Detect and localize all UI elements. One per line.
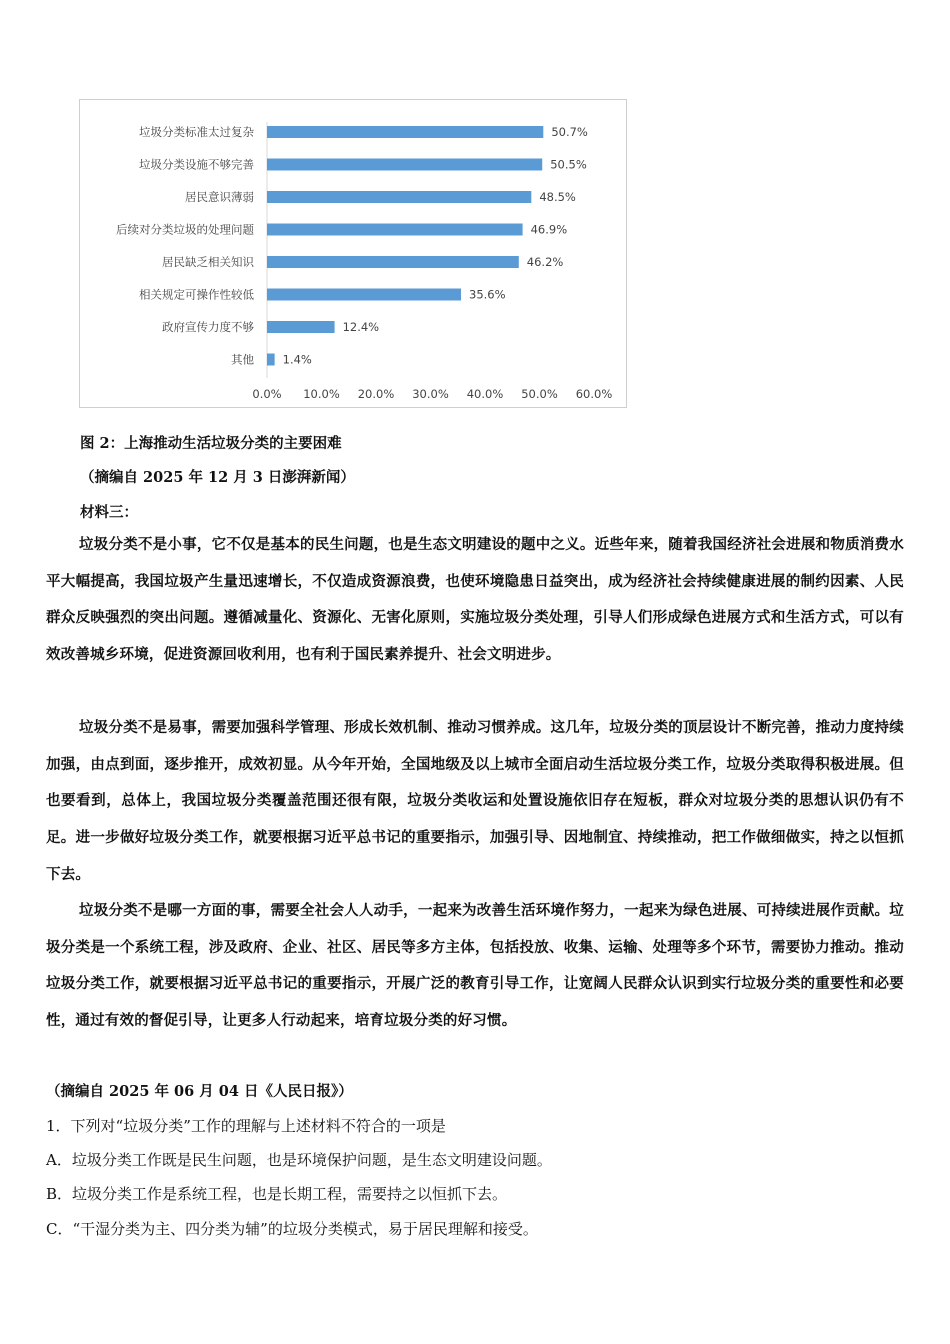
bar bbox=[267, 354, 275, 366]
chart-svg bbox=[80, 100, 628, 409]
bar bbox=[267, 159, 542, 171]
bar bbox=[267, 126, 543, 138]
x-tick-label: 40.0% bbox=[466, 387, 504, 401]
bar bbox=[267, 321, 335, 333]
question-stem: 1．下列对“垃圾分类”工作的理解与上述材料不符合的一项是 bbox=[46, 1117, 446, 1135]
figure-caption: 图 2：上海推动生活垃圾分类的主要困难 bbox=[80, 435, 342, 452]
data-label: 35.6% bbox=[469, 287, 506, 302]
data-label: 46.2% bbox=[526, 255, 564, 269]
x-tick-label: 10.0% bbox=[303, 387, 340, 401]
x-tick-label: 30.0% bbox=[412, 387, 449, 401]
x-tick-label: 20.0% bbox=[357, 387, 395, 401]
bar-chart bbox=[79, 99, 627, 408]
source-note-2: （摘编自 2025 年 06 月 04 日《人民日报》） bbox=[46, 1083, 353, 1100]
category-label: 居民缺乏相关知识 bbox=[162, 255, 254, 269]
category-label: 相关规定可操作性较低 bbox=[139, 287, 254, 302]
data-label: 1.4% bbox=[282, 352, 312, 367]
option-b: B．垃圾分类工作是系统工程，也是长期工程，需要持之以恒抓下去。 bbox=[46, 1185, 508, 1203]
option-c: C．“干湿分类为主、四分类为辅”的垃圾分类模式，易于居民理解和接受。 bbox=[46, 1220, 538, 1238]
data-label: 46.9% bbox=[530, 222, 568, 237]
x-tick-label: 0.0% bbox=[252, 387, 282, 401]
category-label: 居民意识薄弱 bbox=[185, 190, 254, 204]
category-label: 后续对分类垃圾的处理问题 bbox=[116, 222, 254, 237]
source-note-1: （摘编自 2025 年 12 月 3 日澎湃新闻） bbox=[80, 469, 355, 486]
paragraph-3: 垃圾分类不是哪一方面的事，需要全社会人人动手，一起来为改善生活环境作努力，一起来为绿色进展、可持续进展作贡献。垃圾分类是一个系统工程，涉及政府、企业、社区、居民等多方主体，包括投放、收集、运输、处理等多个环节，需要协力推动。推动垃圾分类工作，就要根据习近平总书记的重要指示，开展广泛的教育引导工作，让宽阔人民群众认识到实行垃圾分类的重要性和必要性，通过有效的督促引导，让更多人行动起来，培育垃圾分类的好习惯。 bbox=[46, 902, 904, 1030]
paragraph-2: 垃圾分类不是易事，需要加强科学管理、形成长效机制、推动习惯养成。这几年，垃圾分类的顶层设计不断完善，推动力度持续加强，由点到面，逐步推开，成效初显。从今年开始，全国地级及以上城市全面启动生活垃圾分类工作，垃圾分类取得积极进展。但也要看到，总体上，我国垃圾分类覆盖范围还很有限，垃圾分类收运和处置设施依旧存在短板，群众对垃圾分类的思想认识仍有不足。进一步做好垃圾分类工作，就要根据习近平总书记的重要指示，加强引导、因地制宜、持续推动，把工作做细做实，持之以恒抓下去。 bbox=[46, 719, 904, 883]
category-label: 垃圾分类标准太过复杂 bbox=[139, 125, 254, 139]
category-label: 政府宣传力度不够 bbox=[162, 320, 254, 334]
data-label: 50.7% bbox=[551, 125, 588, 139]
x-tick-label: 60.0% bbox=[575, 387, 613, 401]
category-label: 其他 bbox=[231, 352, 254, 367]
bar bbox=[267, 224, 523, 236]
bar bbox=[267, 289, 461, 301]
paragraph-1: 垃圾分类不是小事，它不仅是基本的民生问题，也是生态文明建设的题中之义。近些年来，随着我国经济社会进展和物质消费水平大幅提高，我国垃圾产生量迅速增长，不仅造成资源浪费，也使环境隐患日益突出，成为经济社会持续健康进展的制约因素、人民群众反映强烈的突出问题。遵循减量化、资源化、无害化原则，实施垃圾分类处理，引导人们形成绿色进展方式和生活方式，可以有效改善城乡环境，促进资源回收利用，也有利于国民素养提升、社会文明进步。 bbox=[46, 536, 904, 664]
x-tick-label: 50.0% bbox=[521, 387, 558, 401]
data-label: 50.5% bbox=[550, 157, 587, 172]
material-label: 材料三： bbox=[80, 504, 138, 521]
category-label: 垃圾分类设施不够完善 bbox=[139, 157, 254, 172]
bar bbox=[267, 256, 519, 268]
option-a: A．垃圾分类工作既是民生问题，也是环境保护问题，是生态文明建设问题。 bbox=[46, 1151, 552, 1169]
data-label: 12.4% bbox=[342, 320, 380, 334]
data-label: 48.5% bbox=[539, 190, 576, 204]
bar bbox=[267, 191, 531, 203]
